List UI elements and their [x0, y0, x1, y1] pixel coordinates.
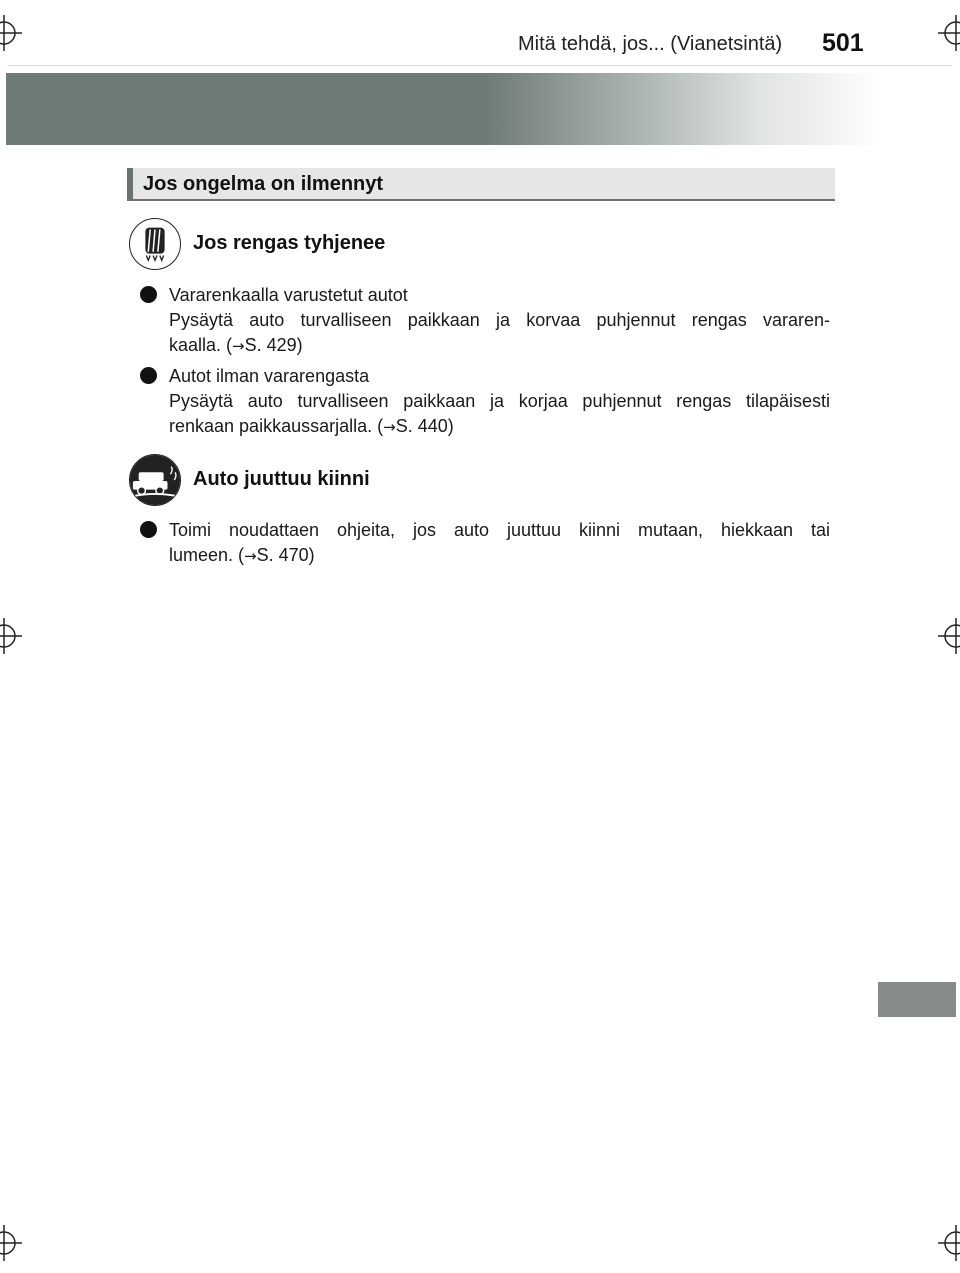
- list-item: [140, 364, 830, 440]
- bullet-icon: [140, 286, 157, 303]
- stuck-car-icon: [129, 454, 181, 506]
- chapter-thumb-tab: [878, 982, 956, 1017]
- bullet-icon: [140, 521, 157, 538]
- item-line: Toimi noudattaen ohjeita, jos auto juuttuu kiinni mutaan, hiekkaan tai: [169, 520, 830, 540]
- page-reference-link[interactable]: S. 429): [244, 335, 303, 355]
- registration-mark-icon: [938, 618, 960, 654]
- registration-mark-icon: [0, 1225, 22, 1261]
- item-line: Pysäytä auto turvalliseen paikkaan ja korvaa puhjennut rengas vararen-: [169, 310, 830, 330]
- registration-mark-icon: [938, 15, 960, 51]
- arrow-icon: →: [383, 418, 396, 436]
- registration-mark-icon: [938, 1225, 960, 1261]
- registration-mark-icon: [0, 15, 22, 51]
- item-line-start: renkaan paikkaussarjalla. (: [169, 416, 384, 436]
- topic-heading-flat-tire: Jos rengas tyhjenee: [193, 232, 386, 254]
- section-header: [127, 168, 835, 201]
- registration-mark-icon: [0, 618, 22, 654]
- topic-heading-stuck-car: Auto juuttuu kiinni: [193, 468, 370, 490]
- item-line-start: lumeen. (: [169, 545, 245, 565]
- list-item: [140, 518, 830, 569]
- item-title: Autot ilman vararengasta: [169, 366, 370, 386]
- header-rule: [8, 65, 952, 66]
- running-header-title: Mitä tehdä, jos... (Vianetsintä): [518, 33, 783, 55]
- item-line: Pysäytä auto turvalliseen paikkaan ja korjaa puhjennut rengas tilapäisesti: [169, 391, 830, 411]
- page-reference-link[interactable]: S. 440): [395, 416, 454, 436]
- page-number: 501: [822, 29, 864, 57]
- arrow-icon: →: [232, 337, 245, 355]
- section-header-accent: [127, 168, 133, 199]
- chapter-banner: [6, 73, 880, 145]
- item-line-start: kaalla. (: [169, 335, 233, 355]
- arrow-icon: →: [244, 547, 257, 565]
- flat-tire-icon: [129, 218, 181, 270]
- page-reference-link[interactable]: S. 470): [256, 545, 315, 565]
- list-item: [140, 283, 830, 359]
- section-title: Jos ongelma on ilmennyt: [143, 173, 384, 195]
- bullet-icon: [140, 367, 157, 384]
- item-title: Vararenkaalla varustetut autot: [169, 285, 408, 305]
